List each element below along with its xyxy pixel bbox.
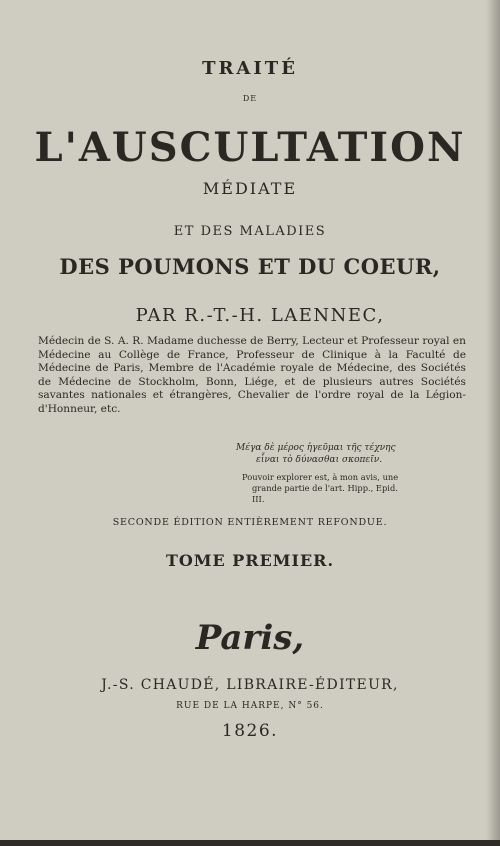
imprint-year: 1826. [221,721,279,741]
title-de: DE [242,94,258,103]
publisher-name: J.-S. CHAUDÉ, LIBRAIRE-ÉDITEUR, [101,677,399,693]
epigraph-greek-line-1: Μέγα δὲ μέρος ἡγεῦμαι τῆς τέχνης [236,443,396,453]
epigraph-translation [236,472,406,505]
epigraph-translation-line-1: Pouvoir explorer est, à mon avis, une [242,472,399,482]
page-fold-shadow [486,0,500,846]
author-credentials: Médecin de S. A. R. Madame duchesse de Berry, Lecteur et Professeur royal en Médecine au Collège de France, Professeur de Clinique à la Faculté de Médecine de Paris, Membre de l'Académie royale de Médecine, des Sociétés de Médecine de Stockholm, Bonn, Liége, et de plusieurs autres Sociétés savantes nationales et étrangères, Chevalier de l'ordre royal de la Légion-d'Honneur, etc. [38,335,466,415]
imprint-city: Paris, [195,618,305,658]
publisher-address: RUE DE LA HARPE, N° 56. [176,701,324,711]
subtitle-maladies: ET DES MALADIES [173,224,327,239]
book-bottom-edge [0,840,500,846]
epigraph-greek-line-2: εἶναι τὸ δύνασθαι σκοπεῖν. [256,455,383,465]
title-traite: TRAITÉ [202,58,298,79]
epigraph-greek [236,442,406,466]
subtitle-poumons: DES POUMONS ET DU COEUR, [59,254,441,279]
title-main: L'AUSCULTATION [34,124,466,171]
author-name: PAR R.-T.-H. LAENNEC, [135,305,385,326]
epigraph-translation-line-2: grande partie de l'art. Hipp., Epid. III. [252,483,398,504]
title-mediate: MÉDIATE [202,179,298,198]
edition-note: SECONDE ÉDITION ENTIÈREMENT REFONDUE. [112,517,388,528]
volume-label: TOME PREMIER. [165,551,335,570]
